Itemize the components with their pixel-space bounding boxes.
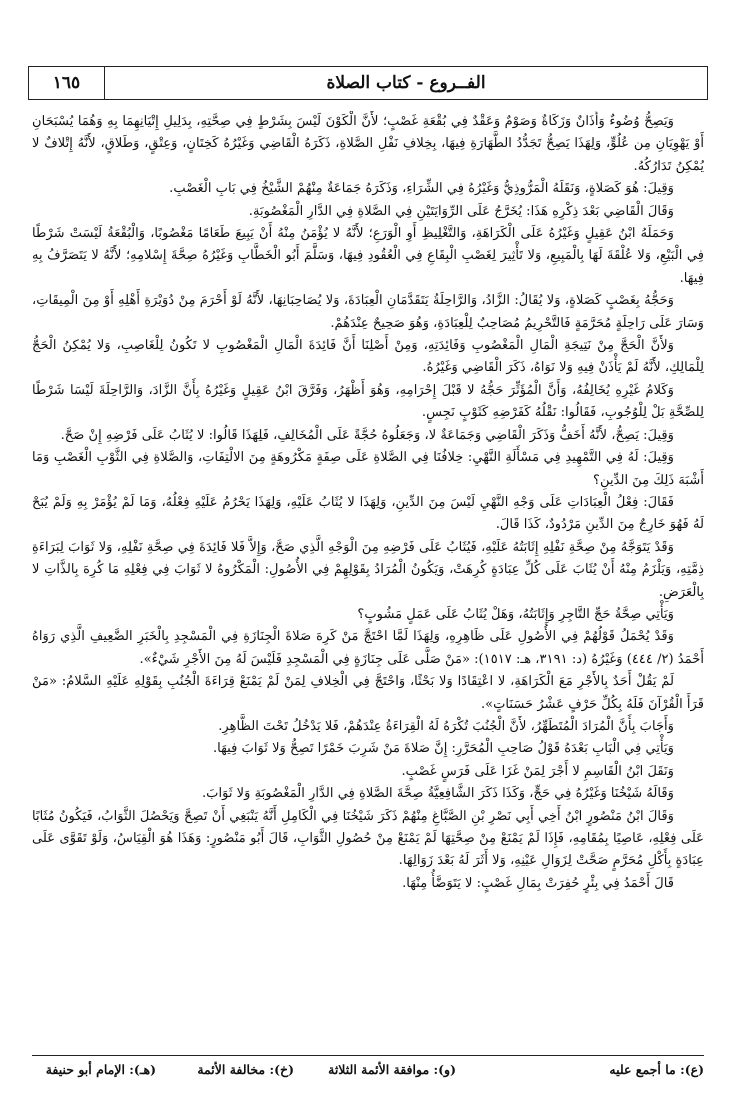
paragraph: وَلأَنَّ الْحَجَّ مِنْ نَتِيجَةِ الْمَالِ الْمَغْصُوبِ وَفَائِدَتِهِ، وَمِنْ أَصْلِنَا أَنَّ فَائِدَةَ الْمَالِ الْمَغْصُوبِ لا تَكُونُ لِلْغَاصِبِ، وَلا يُمْكِنُ الْحَجُّ لِلْمَالِكِ، لأَنَّهُ لَمْ يَأْذَنْ فِيهِ وَلا نَوَاهُ، ذَكَرَ الْقَاضِي وَغَيْرُهُ.: [32, 338, 704, 376]
paragraph: وَقَالَ الْقَاضِي بَعْدَ ذِكْرِهِ هَذَا: يُخَرَّجُ عَلَى الرِّوَايَتَيْنِ فِي الصَّلاةِ فِي الدَّارِ الْمَغْصُوبَةِ.: [248, 203, 674, 219]
paragraph: فَقَالَ: فِعْلُ الْعِبَادَاتِ عَلَى وَجْهِ النَّهْيِ لَيْسَ مِنَ الدِّينِ، وَلِهَذَا لا يُثَابُ عَلَيْهِ، وَلِهَذَا يَحْرُمُ عَلَيْهِ فِعْلُهُ، وَمَا لَمْ يُؤْمَرْ بِهِ وَلَمْ يُبَحْ لَهُ فَهُوَ خَارِجٌ مِنَ الدِّينِ مَرْدُودٌ، كَذَا قَالَ.: [32, 494, 704, 533]
paragraph: وَيَصِحُّ وُضُوءٌ وَأَذَانٌ وَزَكَاةٌ وَصَوْمٌ وَعَقْدٌ فِي بُقْعَةِ غَصْبٍ؛ لأَنَّ الْكَوْنَ لَيْسَ بِشَرْطٍ فِي صِحَّتِهِ، بِدَلِيلِ إِتْيَانِهِمَا بِهِ وَهُمَا يُسْبَحَانِ أَوْ يَهْوِيَانِ مِن عُلُوٍّ، وَلِهَذَا يَصِحُّ تَجَدُّدُ الطَّهَارَةِ فِيهَا، بِخِلافِ نَفْلِ الصَّلاةِ، ذَكَرَهُ الْقَاضِي وَغَيْرُهُ كَخِتَانٍ، وَعِتْقٍ، وَطَلاقٍ، لأَنَّهُ إِتْلافٌ لا يُمْكِنُ تَدَارُكُهُ.: [32, 114, 704, 174]
header-divider: [104, 67, 105, 99]
paragraph: وَقَالَهُ شَيْخُنَا وَغَيْرُهُ فِي حَجٍّ، وَكَذَا ذَكَرَ الشَّافِعِيَّةُ صِحَّةَ الصَّلاةِ فِي الدَّارِ الْمَغْصُوبَةِ وَلا ثَوَابَ.: [201, 786, 674, 802]
paragraph: وَيَأْتِي فِي الْبَابِ بَعْدَهُ قَوْلُ صَاحِبِ الْمُحَرَّرِ: إِنَّ صَلاةَ مَنْ شَرِبَ خَمْرًا تَصِحُّ وَلا ثَوَابَ فِيهَا.: [213, 741, 674, 757]
paragraph: وَحَمَلَهُ ابْنُ عَقِيلٍ وَغَيْرُهُ عَلَى الْكَرَاهَةِ، وَالتَّغْلِيظِ أَوِ الْوَرَعِ؛ لأَنَّهُ لا يُؤْمَنُ مِنْهُ أَنْ يَبِيعَ طَعَامًا مَغْصُوبًا، وَالْبُقْعَةُ لَيْسَتْ شَرْطًا فِي الْبَيْعِ، وَلا عُلْقَةَ لَهَا بِالْمَبِيعِ، وَلا تَأْثِيرَ لِغَصْبِ الْبِقَاعِ فِي الْعُقُودِ فِيهَا، وَسَلَّمَ أَبُو الْخَطَّابِ وَغَيْرُهُ صِحَّةَ إِسْلامِهِ؛ لأَنَّهُ لا يَتَصَرَّفُ بِهِ فِيهَا.: [32, 226, 704, 286]
footer-legend: [32, 1062, 704, 1084]
paragraph: وَقِيلَ: لَهُ فِي التَّمْهِيدِ فِي مَسْأَلَةِ النَّهْيِ: خِلافُنَا فِي الصَّلاةِ عَلَى صِفَةٍ مَكْرُوهَةٍ مِنَ الالْتِفَاتِ، وَالصَّلاةِ فِي الثَّوْبِ الْغَصْبِ وَمَا أَشْبَهَ ذَلِكَ مِنَ الدِّينِ؟: [32, 450, 704, 488]
paragraph: لَمْ يَقُلْ أَحَدٌ بِالأَجْرِ مَعَ الْكَرَاهَةِ، لا اعْتِقَادًا وَلا بَحْثًا، وَاحْتَجَّ فِي الْخِلافِ لِمَنْ لَمْ يَمْنَعْ قِرَاءَةَ الْجُنُبِ بِقَوْلِهِ عَلَيْهِ السَّلامُ: «مَنْ قَرَأَ الْقُرْآنَ فَلَهُ بِكُلِّ حَرْفٍ عَشْرُ حَسَنَاتٍ».: [32, 674, 704, 712]
paragraph: وَقَدْ يَتَوَجَّهُ مِنْ صِحَّةِ نَفْلِهِ إِثَابَتُهُ عَلَيْهِ، فَيُثَابُ عَلَى فَرْضِهِ مِنَ الْوَجْهِ الَّذِي صَحَّ، وَإِلاَّ فَلا فَائِدَةَ فِي صِحَّةِ نَفْلِهِ، وَلا ثَوَابَ لِبَرَاءَةِ ذِمَّتِهِ، وَيَلْزَمُ مِنْهُ أَنْ يُثَابَ عَلَى كُلِّ عِبَادَةٍ كُرِهَتْ، وَيَكُونُ الْمُرَادُ بِقَوْلِهِمْ فِي الأُصُولِ: الْمَكْرُوهُ لا ثَوَابَ فِي فِعْلِهِ مَا كُرِهَ بِالذَّاتِ لا بِالْعَرَضِ.: [32, 539, 704, 600]
legend-abu-hanifa: (هـ): الإمام أبو حنيفة: [45, 1062, 156, 1077]
paragraph: وَقِيلَ: يَصِحُّ، لأَنَّهُ أَخَفُّ وَذَكَرَ الْقَاضِي وَجَمَاعَةٌ لا، وَجَعَلُوهُ حُجَّةً عَلَى الْمُخَالِفِ، فَلِهَذَا قَالُوا: لا يُثَابُ عَلَى فَرْضِهِ إِنْ صَحَّ.: [60, 427, 674, 443]
running-title: الفــروع - كتاب الصلاة: [326, 73, 486, 93]
paragraph: وَنَقَلَ ابْنُ الْقَاسِمِ لا أَجْرَ لِمَنْ غَزَا عَلَى فَرَسٍ غَصْبٍ.: [401, 763, 674, 779]
paragraph: وَكَلامُ غَيْرِهِ يُخَالِفُهُ، وَأَنَّ الْمُؤَثِّرَ حَجُّهُ لا قَبْلَ إِحْرَامِهِ، وَهُوَ أَظْهَرُ، وَفَرَّقَ ابْنُ عَقِيلٍ وَغَيْرُهُ بِأَنَّ الزَّادَ، وَالرَّاحِلَةَ لَيْسَا شَرْطًا لِلصِّحَّةِ بَلْ لِلْوُجُوبِ، فَقَالُوا: نَقْلُهُ كَفَرْضِهِ كَثَوْبٍ نَجِسٍ.: [32, 382, 704, 421]
paragraph: وَأَجَابَ بِأَنَّ الْمُرَادَ الْمُتَطَهِّرُ، لأَنَّ الْجُنُبَ تُكْرَهُ لَهُ الْقِرَاءَةُ عِنْدَهُمْ، فَلا يَدْخُلُ تَحْتَ الظَّاهِرِ.: [218, 718, 674, 734]
footer-divider: [32, 1055, 704, 1056]
page-number: ١٦٥: [52, 73, 81, 93]
paragraph: وَقَالَ ابْنُ مَنْصُورٍ ابْنُ أَخِي أَبِي نَصْرِ بْنِ الصَّبَّاغِ مِنْهُمْ ذَكَرَ شَيْخُنَا فِي الْكَامِلِ أَنَّهُ يَنْبَغِي أَنْ تَصِحَّ وَيَحْصُلَ الثَّوَابُ، فَيَكُونُ مُثَابًا عَلَى فِعْلِهِ، عَاصِيًا بِمُقَامِهِ، فَإِذَا لَمْ يَمْنَعْ مِنْ صِحَّتِهَا لَمْ يَمْنَعْ مِنْ حُصُولِ الثَّوَابِ، قَالَ أَبُو مَنْصُورٍ: وَهَذَا هُوَ الْقِيَاسُ، وَلَوْ تَقَوَّى عَلَى عِبَادَةٍ بِأَكْلِ مُحَرَّمٍ صَحَّتْ لِزَوَالِ عَيْنِهِ، وَلا أَثَرَ لَهُ بَعْدَ زَوَالِهَا.: [32, 808, 704, 869]
paragraph: قَالَ أَحْمَدُ فِي بِئْرٍ حُفِرَتْ بِمَالِ غَصْبٍ: لا يَتَوَضَّأُ مِنْهَا.: [402, 875, 674, 891]
page-body: [32, 111, 704, 1041]
paragraph: وَيَأْتِي صِحَّةُ حَجِّ التَّاجِرِ وَإِثَابَتُهُ، وَهَلْ يُثَابُ عَلَى عَمَلٍ مَشُوبٍ؟: [357, 606, 674, 622]
legend-agreement: (و): موافقة الأئمة الثلاثة: [328, 1062, 456, 1077]
paragraph: وَحَجُّهُ بِغَصْبٍ كَصَلاةٍ، وَلا يُقَالُ: الزَّادُ، وَالرَّاحِلَةُ يَتَقَدَّمَانِ الْعِبَادَةَ، وَلا يُصَاحِبَانِهَا، لأَنَّهُ لَوْ أَحْرَمَ مِنْ دُوَيْرَةِ أَهْلِهِ أَوْ مِنَ الْمِيقَاتِ، وَسَارَ عَلَى رَاحِلَةٍ مُحَرَّمَةٍ فَالتَّحْرِيمُ مُصَاحِبٌ لِلْعِبَادَةِ، وَهُوَ صَحِيحٌ عِنْدَهُمْ.: [32, 293, 704, 331]
legend-consensus: (ع): ما أجمع عليه: [609, 1062, 704, 1077]
page-header: [28, 66, 708, 100]
legend-disagreement: (خ): مخالفة الأئمة: [197, 1062, 294, 1077]
paragraph: وَقَدْ يُحْمَلُ قَوْلُهُمْ فِي الأُصُولِ عَلَى ظَاهِرِهِ، وَلِهَذَا لَمَّا احْتَجَّ مَنْ كَرِهَ صَلاةَ الْجِنَازَةِ فِي الْمَسْجِدِ بِالْخَبَرِ الضَّعِيفِ الَّذِي رَوَاهُ أَحْمَدُ (٢/ ٤٤٤) وَغَيْرُهُ (د: ٣١٩١، هـ: ١٥١٧): «مَنْ صَلَّى عَلَى جِنَازَةٍ فِي الْمَسْجِدِ فَلَيْسَ لَهُ مِنَ الأَجْرِ شَيْءٌ».: [32, 629, 704, 667]
paragraph: وَقِيلَ: هُوَ كَصَلاةٍ، وَنَقَلَهُ الْمَرُّوذِيُّ وَغَيْرُهُ فِي الشِّرَاءِ، وَذَكَرَهُ جَمَاعَةٌ مِنْهُمْ الشَّيْخُ فِي بَابِ الْغَصْبِ.: [169, 181, 674, 197]
